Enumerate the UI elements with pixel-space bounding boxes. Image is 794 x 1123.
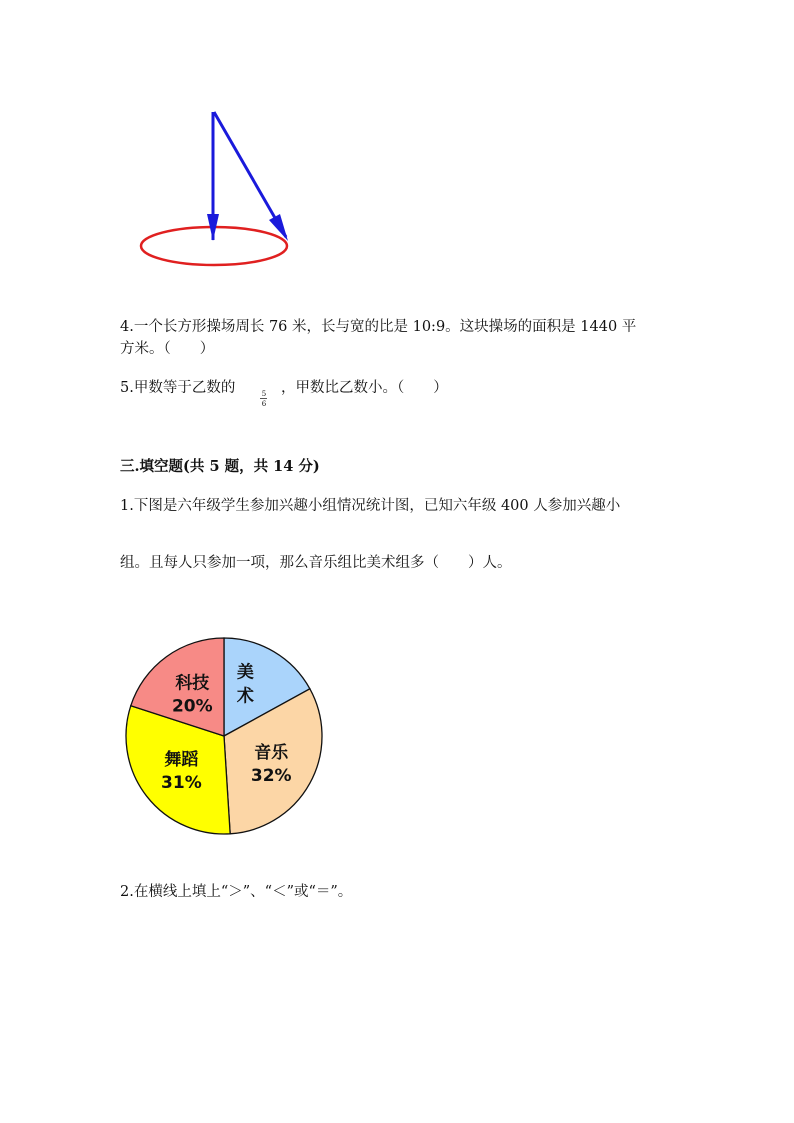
pie-slice-value-2: 31% — [161, 773, 202, 794]
fill2-text: 2.在横线上填上“＞”、“＜”或“＝”。 — [120, 884, 353, 900]
pie-slice-name-0-char-0: 美 — [236, 662, 254, 683]
pie-slice-value-1: 32% — [250, 765, 292, 786]
pie-slice-name-3: 科技 — [175, 673, 210, 694]
fill1-line2: 组。且每人只参加一项，那么音乐组比美术组多（ ）人。 — [120, 555, 512, 571]
q4-line2: 方米。（ ） — [120, 341, 215, 357]
pie-slice-value-3: 20% — [171, 696, 213, 717]
q5-frac-numerator: 5 — [261, 390, 267, 398]
q5-frac-bar — [260, 398, 267, 399]
section3-heading: 三.填空题(共 5 题，共 14 分) — [120, 458, 320, 475]
fill1-line1: 1.下图是六年级学生参加兴趣小组情况统计图，已知六年级 400 人参加兴趣小 — [120, 498, 621, 514]
q5-frac-denominator: 6 — [261, 400, 267, 408]
pie-slice-name-1: 音乐 — [254, 742, 289, 763]
pie-slice-name-2: 舞蹈 — [164, 750, 199, 771]
q5-text-before: 5.甲数等于乙数的 — [120, 380, 236, 396]
pie-slice-name-0-char-1: 术 — [236, 686, 254, 707]
q5-text-after: ，甲数比乙数小。（ ） — [281, 380, 448, 396]
cone-figure — [130, 100, 300, 275]
interest-group-pie-chart — [120, 632, 330, 842]
q4-line1: 4.一个长方形操场周长 76 米，长与宽的比是 10:9。这块操场的面积是 1440 平 — [120, 319, 637, 335]
